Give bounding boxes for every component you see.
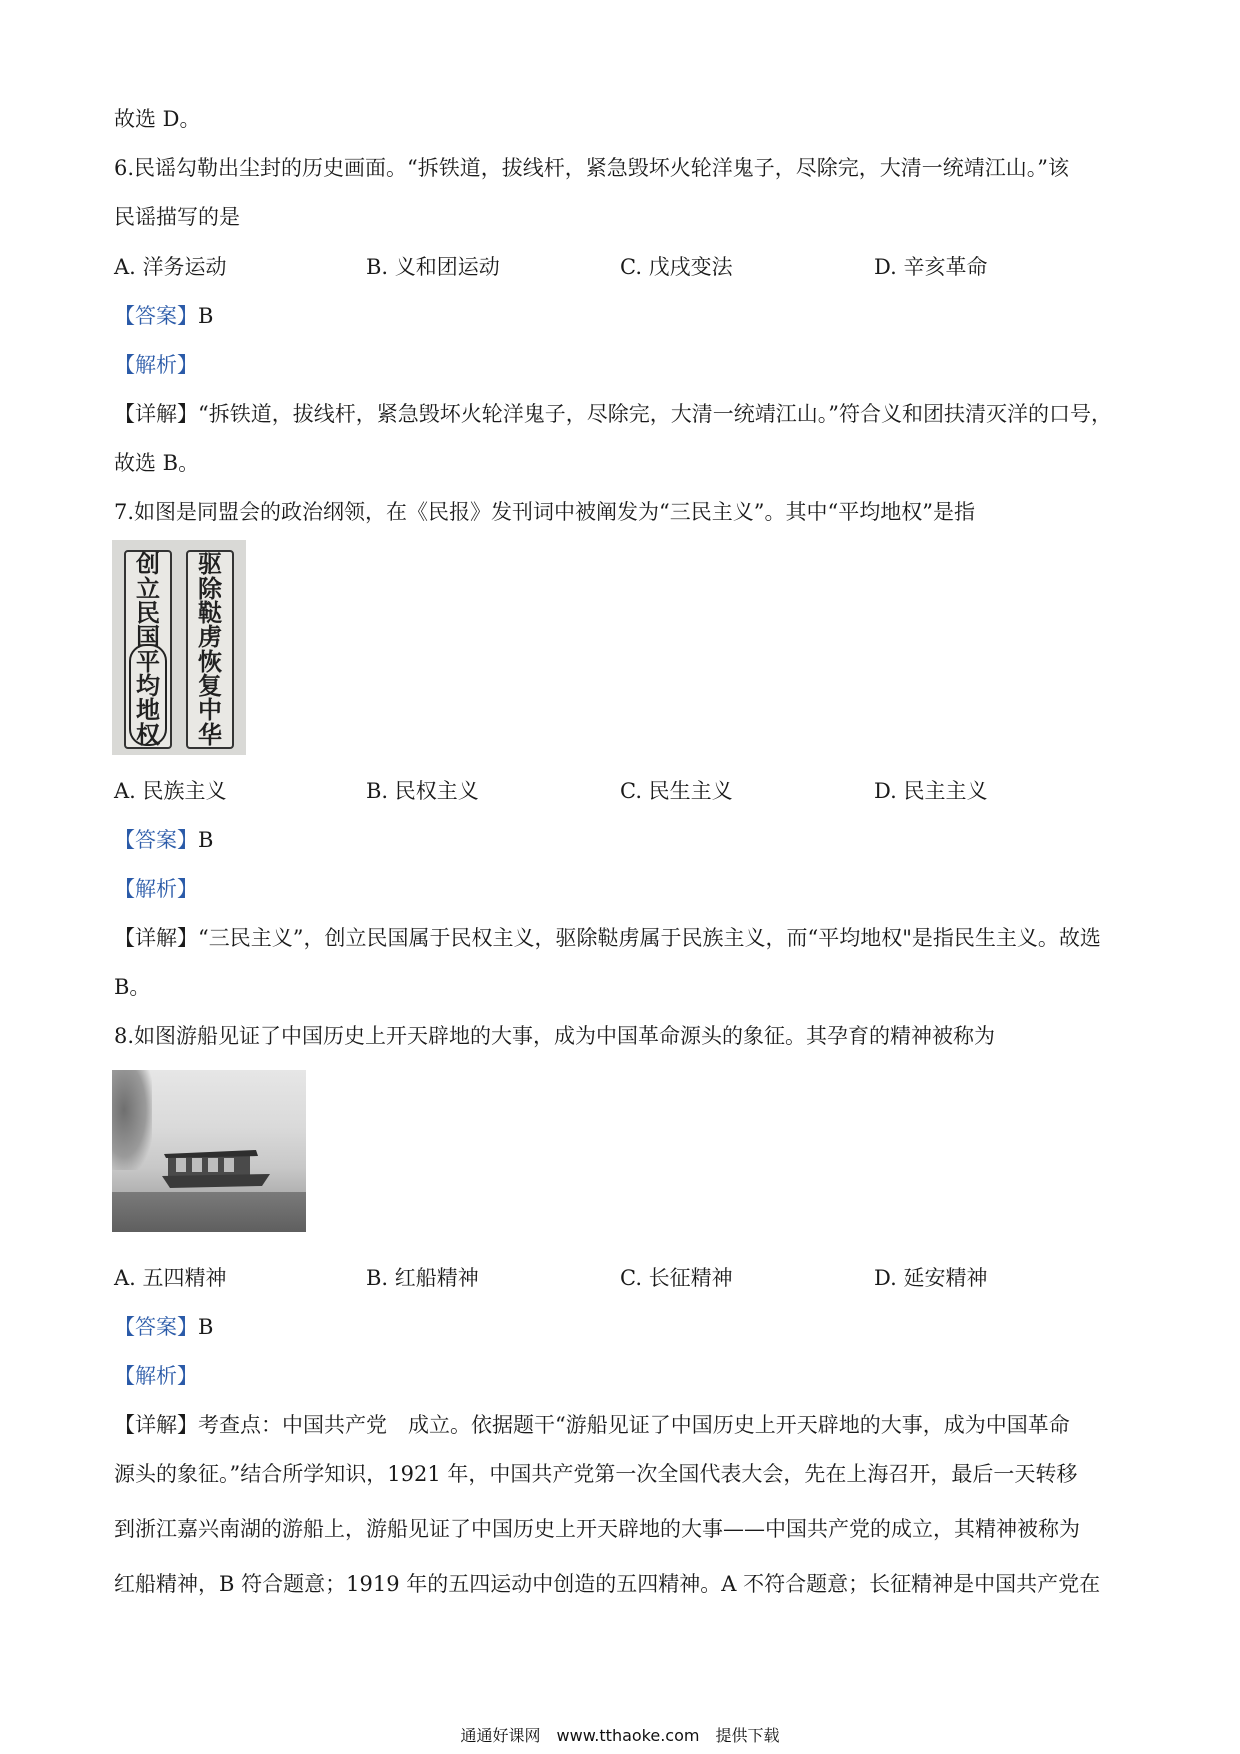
question-8-answer [114,1312,213,1342]
question-7-detail: 【详解】“三民主义”，创立民国属于民权主义，驱除鞑虏属于民族主义，而“平均地权"是指民生主义。故选 [114,926,1101,950]
option-a: A. 洋务运动 [114,255,227,279]
question-6-detail: 【详解】“拆铁道，拔线杆，紧急毁坏火轮洋鬼子，尽除完，大清一统靖江山。”符合义和团扶清灭洋的口号， [114,402,1112,426]
banner-char: 均 [136,671,160,701]
highlight-oval [129,644,167,749]
red-boat-photo [112,1070,306,1232]
banner-char: 地 [136,695,160,725]
banner-char: 除 [198,573,222,603]
answer-value: B [198,304,214,328]
option-b: B. 民权主义 [366,779,479,803]
option-b: B. 义和团运动 [366,255,500,279]
banner-char: 恢 [198,646,222,676]
banner-char: 民 [136,597,160,627]
answer-label: 【答案】 [114,304,198,328]
option-c: C. 长征精神 [620,1266,733,1290]
banner-char: 复 [198,671,222,701]
banner-char: 鞑 [198,597,222,627]
answer-label: 【答案】 [114,828,198,852]
question-6-stem-cont: 民谣描写的是 [114,205,240,229]
text-line: 故选 D。 [114,107,201,131]
option-d: D. 延安精神 [874,1266,988,1290]
question-7-detail-cont: B。 [114,975,151,999]
tongmenghui-banner-figure [112,540,246,755]
option-d: D. 辛亥革命 [874,255,988,279]
option-c: C. 戊戌变法 [620,255,733,279]
banner-char: 华 [198,719,222,749]
question-6-analysis-label: 【解析】 [114,353,198,377]
question-8-detail-cont: 到浙江嘉兴南湖的游船上，游船见证了中国历史上开天辟地的大事——中国共产党的成立，其精神被称为 [114,1517,1080,1541]
water [112,1192,306,1232]
boat-icon [162,1140,272,1200]
banner-char: 虏 [198,622,222,652]
question-8-stem: 8.如图游船见证了中国历史上开天辟地的大事，成为中国革命源头的象征。其孕育的精神被称为 [114,1024,996,1048]
question-7-answer [114,825,213,855]
answer-value: B [198,1315,214,1339]
banner-char: 中 [198,695,222,725]
page-footer: 通通好课网 www.tthaoke.com 提供下载 [460,1726,780,1745]
question-8-detail: 【详解】考查点：中国共产党 成立。依据题干“游船见证了中国历史上开天辟地的大事，成为中国革命 [114,1413,1070,1437]
banner-char: 国 [136,622,160,652]
banner-char: 权 [136,719,160,749]
question-8-detail-cont: 红船精神，B 符合题意；1919 年的五四运动中创造的五四精神。A 不符合题意；长征精神是中国共产党在 [114,1572,1101,1596]
answer-value: B [198,828,214,852]
banner-right [186,550,234,749]
tree-shape [112,1070,152,1170]
option-d: D. 民主主义 [874,779,988,803]
question-6-stem: 6.民谣勾勒出尘封的历史画面。“拆铁道，拔线杆，紧急毁坏火轮洋鬼子，尽除完，大清一统靖江山。”该 [114,156,1070,180]
question-6-detail-cont: 故选 B。 [114,451,200,475]
banner-char: 创 [136,549,160,579]
answer-label: 【答案】 [114,1315,198,1339]
option-b: B. 红船精神 [366,1266,479,1290]
banner-char: 平 [136,646,160,676]
option-c: C. 民生主义 [620,779,733,803]
question-8-analysis-label: 【解析】 [114,1364,198,1388]
banner-char: 驱 [198,549,222,579]
option-a: A. 五四精神 [114,1266,227,1290]
banner-char: 立 [136,573,160,603]
question-7-stem: 7.如图是同盟会的政治纲领，在《民报》发刊词中被阐发为“三民主义”。其中“平均地权”是指 [114,500,975,524]
question-6-answer [114,301,213,331]
option-a: A. 民族主义 [114,779,227,803]
question-7-analysis-label: 【解析】 [114,877,198,901]
question-8-detail-cont: 源头的象征。”结合所学知识，1921 年，中国共产党第一次全国代表大会，先在上海召开，最后一天转移 [114,1462,1078,1486]
